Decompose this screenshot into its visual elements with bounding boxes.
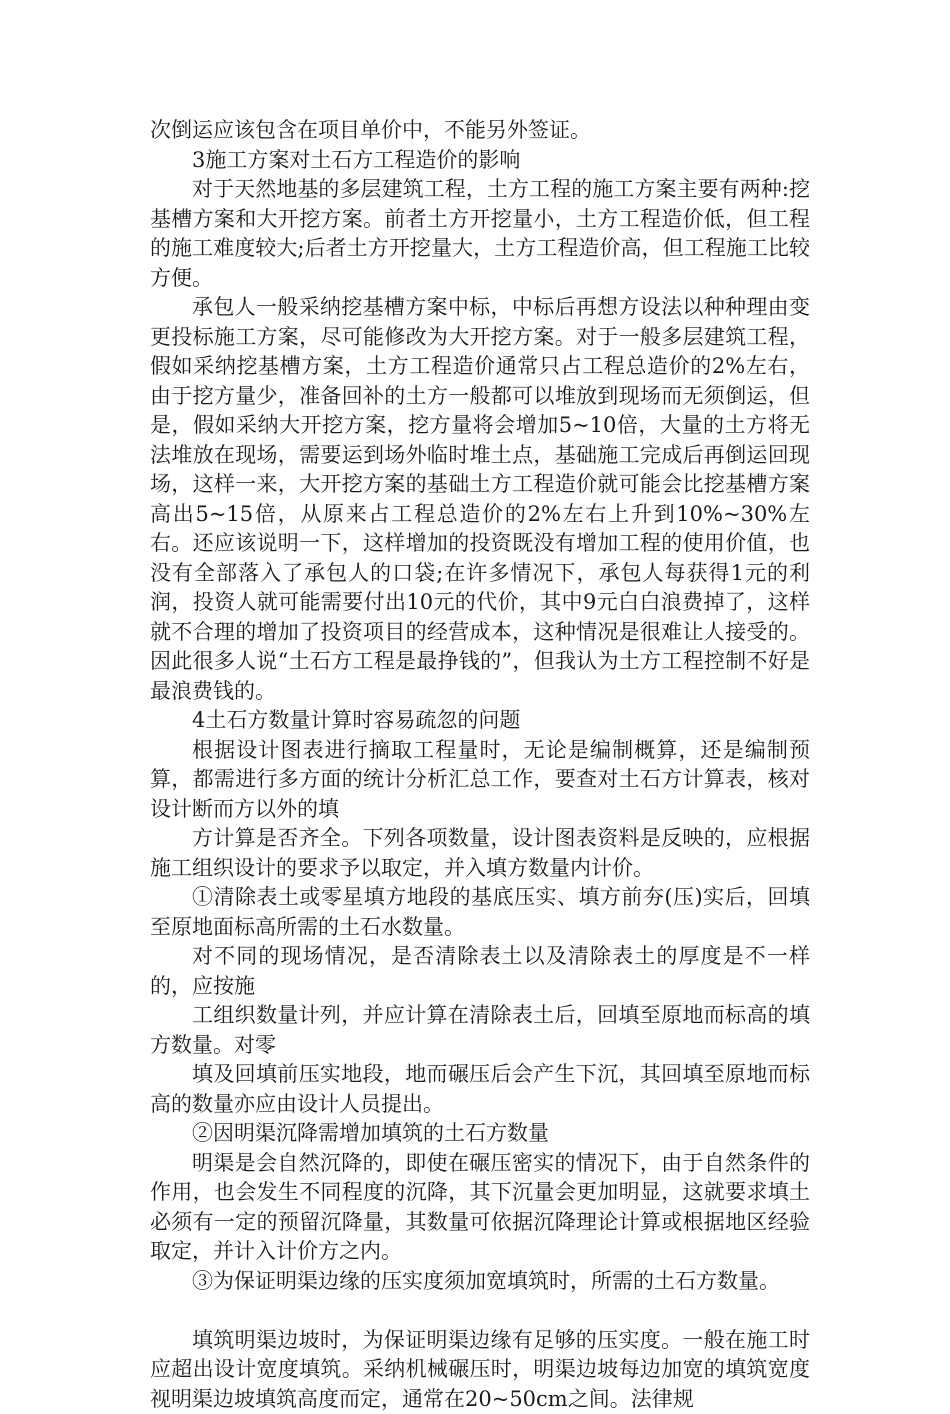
list-item-1: ①清除表土或零星填方地段的基底压实、填方前夯(压)实后，回填至原地面标高所需的土石水数量。 [150,883,810,942]
section-heading-4: 4土石方数量计算时容易疏忽的问题 [150,706,810,736]
list-item-2: ②因明渠沉降需增加填筑的土石方数量 [150,1119,810,1149]
paragraph: 对于天然地基的多层建筑工程，土方工程的施工方案主要有两种:挖基槽方案和大开挖方案。前者土方开挖量小，土方工程造价低，但工程的施工难度较大;后者土方开挖量大，土方工程造价高，但工程施工比较方便。 [150,175,810,293]
blank-line [150,1296,810,1326]
paragraph: 方计算是否齐全。下列各项数量，设计图表资料是反映的，应根据施工组织设计的要求予以取定，并入填方数量内计价。 [150,824,810,883]
document-body [150,116,810,1414]
paragraph: 根据设计图表进行摘取工程量时，无论是编制概算，还是编制预算，都需进行多方面的统计分析汇总工作，要查对土石方计算表，核对设计断而方以外的填 [150,736,810,825]
paragraph: 填筑明渠边坡时，为保证明渠边缘有足够的压实度。一般在施工时应超出设计宽度填筑。采纳机械碾压时，明渠边坡每边加宽的填筑宽度视明渠边坡填筑高度而定，通常在20~50cm之间。法律规 [150,1326,810,1414]
paragraph: 承包人一般采纳挖基槽方案中标，中标后再想方设法以种种理由变更投标施工方案，尽可能修改为大开挖方案。对于一般多层建筑工程，假如采纳挖基槽方案，土方工程造价通常只占工程总造价的2%左右，由于挖方量少，准备回补的土方一般都可以堆放到现场而无须倒运，但是，假如采纳大开挖方案，挖方量将会增加5~10倍，大量的土方将无法堆放在现场，需要运到场外临时堆土点，基础施工完成后再倒运回现场，这样一来，大开挖方案的基础土方工程造价就可能会比挖基槽方案高出5~15倍，从原来占工程总造价的2%左右上升到10%~30%左右。还应该说明一下，这样增加的投资既没有增加工程的使用价值，也没有全部落入了承包人的口袋;在许多情况下，承包人每获得1元的利润，投资人就可能需要付出10元的代价，其中9元白白浪费掉了，这样就不合理的增加了投资项目的经营成本，这种情况是很难让人接受的。因此很多人说“土石方工程是最挣钱的”，但我认为土方工程控制不好是最浪费钱的。 [150,293,810,706]
paragraph: 对不同的现场情况，是否清除表土以及清除表土的厚度是不一样的，应按施 [150,942,810,1001]
list-item-3: ③为保证明渠边缘的压实度须加宽填筑时，所需的土石方数量。 [150,1267,810,1297]
paragraph: 填及回填前压实地段，地而碾压后会产生下沉，其回填至原地而标高的数量亦应由设计人员提出。 [150,1060,810,1119]
paragraph: 明渠是会自然沉降的，即使在碾压密实的情况下，由于自然条件的作用，也会发生不同程度的沉降，其下沉量会更加明显，这就要求填土必须有一定的预留沉降量，其数量可依据沉降理论计算或根据地区经验取定，并计入计价方之内。 [150,1149,810,1267]
paragraph: 工组织数量计列，并应计算在清除表土后，回填至原地而标高的填方数量。对零 [150,1001,810,1060]
section-heading-3: 3施工方案对土石方工程造价的影响 [150,146,810,176]
paragraph: 次倒运应该包含在项目单价中，不能另外签证。 [150,116,810,146]
